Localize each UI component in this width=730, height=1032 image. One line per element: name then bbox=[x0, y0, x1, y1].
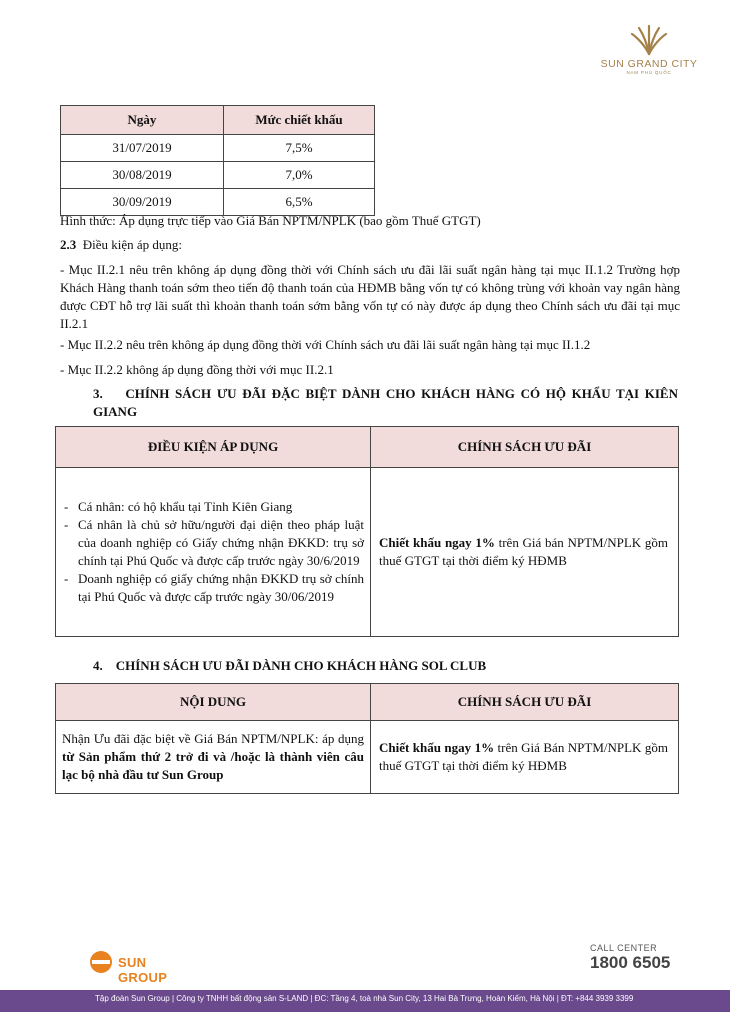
table-header-row bbox=[56, 684, 679, 721]
column-header-conditions: ĐIỀU KIỆN ÁP DỤNG bbox=[56, 427, 371, 468]
sun-grand-city-logo bbox=[594, 22, 704, 75]
discount-table bbox=[60, 105, 375, 216]
content-cell bbox=[56, 721, 371, 794]
column-header-content: NỘI DUNG bbox=[56, 684, 371, 721]
column-header-policy: CHÍNH SÁCH ƯU ĐÃI bbox=[371, 427, 679, 468]
list-item: - Doanh nghiệp có giấy chứng nhận ĐKKD trụ sở chính tại Phú Quốc và được cấp trước ngày 30/06/2019 bbox=[62, 570, 364, 606]
section-3-title bbox=[93, 385, 678, 421]
footer-address: Tập đoàn Sun Group | Công ty TNHH bất động sản S-LAND | ĐC: Tầng 4, toà nhà Sun City, 13 Hai Bà Trưng, Hoàn Kiếm, Hà Nội | ĐT: +844 3939 3399 bbox=[95, 994, 634, 1003]
table-row bbox=[56, 468, 679, 637]
section-number: 4. bbox=[93, 658, 103, 673]
conditions-cell bbox=[56, 468, 371, 637]
content-highlight: từ Sản phẩm thứ 2 trở đi và /hoặc là thành viên câu lạc bộ nhà đầu tư Sun Group bbox=[62, 749, 364, 782]
discount-cell: 7,0% bbox=[224, 162, 375, 189]
section-title: CHÍNH SÁCH ƯU ĐÃI ĐẶC BIỆT DÀNH CHO KHÁCH HÀNG CÓ HỘ KHẨU TẠI KIÊN GIANG bbox=[93, 386, 678, 419]
policy-highlight: Chiết khấu ngay 1% bbox=[379, 740, 495, 755]
section-number: 2.3 bbox=[60, 237, 77, 252]
table-header-row bbox=[56, 427, 679, 468]
discount-cell: 6,5% bbox=[224, 189, 375, 216]
discount-cell: 7,5% bbox=[224, 135, 375, 162]
content-text: Nhận Ưu đãi đặc biệt về Giá Bán NPTM/NPLK: áp dụng bbox=[62, 731, 364, 746]
date-cell: 31/07/2019 bbox=[61, 135, 224, 162]
table-row bbox=[56, 721, 679, 794]
condition-item-3: - Mục II.2.2 không áp dụng đồng thời với mục II.2.1 bbox=[60, 362, 334, 377]
column-header-policy: CHÍNH SÁCH ƯU ĐÃI bbox=[371, 684, 679, 721]
policy-cell bbox=[371, 721, 679, 794]
section-number: 3. bbox=[93, 386, 103, 401]
date-cell: 30/08/2019 bbox=[61, 162, 224, 189]
policy-text: trên Giá bán NPTM/NPLK gồm thuế GTGT tại thời điểm ký HĐMB bbox=[379, 535, 668, 568]
hinh-thuc-text: Hình thức: Áp dụng trực tiếp vào Giá Bán NPTM/NPLK (bao gồm Thuế GTGT) bbox=[60, 213, 481, 228]
column-header-discount: Mức chiết khấu bbox=[224, 106, 375, 135]
section-title: CHÍNH SÁCH ƯU ĐÃI DÀNH CHO KHÁCH HÀNG SOL CLUB bbox=[115, 658, 487, 673]
call-center-number: 1800 6505 bbox=[590, 953, 671, 972]
palm-leaf-icon bbox=[629, 22, 669, 56]
list-item: - Cá nhân: có hộ khẩu tại Tỉnh Kiên Giang bbox=[62, 498, 364, 516]
kien-giang-policy-table bbox=[55, 426, 679, 637]
policy-text: trên Giá Bán NPTM/NPLK gồm thuế GTGT tại thời điểm ký HĐMB bbox=[379, 740, 668, 773]
date-cell: 30/09/2019 bbox=[61, 189, 224, 216]
policy-highlight: Chiết khấu ngay 1% bbox=[379, 535, 495, 550]
condition-item-1: - Mục II.2.1 nêu trên không áp dụng đồng thời với Chính sách ưu đãi lãi suất ngân hàng tại mục II.1.2 Trường hợp Khách Hàng thanh toán sớm theo tiến độ thanh toán của HĐMB bằng vốn tự có không trùng với khoản vay ngân hàng được CĐT hỗ trợ lãi suất thì khoản thanh toán sớm bằng vốn tự có này được áp dụng theo Chính sách ưu đãi tại mục II.2.1 bbox=[60, 262, 680, 331]
list-item: - Cá nhân là chủ sở hữu/người đại diện theo pháp luật của doanh nghiệp có Giấy chứng nhận ĐKKD: trụ sở chính tại Phú Quốc và được cấp trước ngày 30/6/2019 bbox=[62, 516, 364, 570]
sun-group-text: SUN GROUP bbox=[118, 955, 168, 985]
call-center bbox=[590, 943, 690, 973]
call-center-label: CALL CENTER bbox=[590, 943, 658, 953]
brand-name: SUN GRAND CITY bbox=[600, 58, 698, 70]
brand-sub: NAM PHÚ QUỐC bbox=[626, 70, 672, 75]
table-row bbox=[61, 135, 375, 162]
condition-item-2: - Mục II.2.2 nêu trên không áp dụng đồng thời với Chính sách ưu đãi lãi suất ngân hàng tại mục II.1.2 bbox=[60, 337, 591, 352]
sun-group-logo bbox=[88, 948, 198, 985]
table-row bbox=[61, 162, 375, 189]
table-header-row bbox=[61, 106, 375, 135]
section-title: Điều kiện áp dụng: bbox=[82, 237, 183, 252]
policy-cell bbox=[371, 468, 679, 637]
section-4-title bbox=[93, 657, 678, 675]
conditions-list bbox=[62, 498, 364, 606]
column-header-date: Ngày bbox=[61, 106, 224, 135]
sol-club-policy-table bbox=[55, 683, 679, 794]
section-2-3-heading bbox=[60, 236, 680, 254]
